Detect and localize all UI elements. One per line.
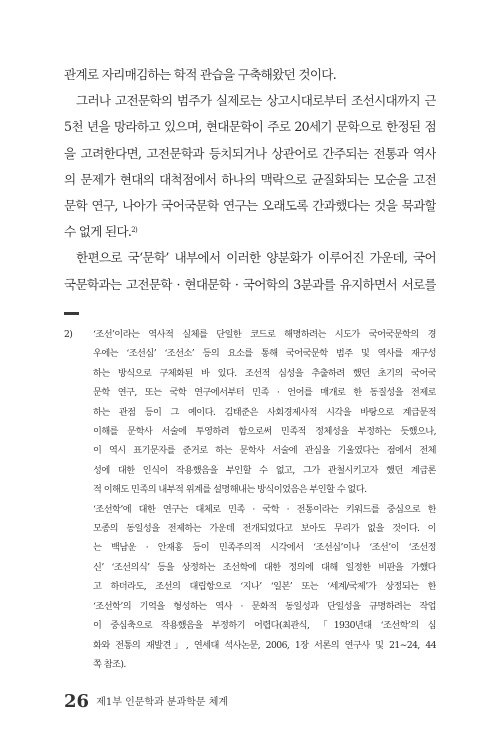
footnote-line: 쪽 참조). bbox=[93, 658, 126, 670]
footnote-line: 이해를 문학사 서술에 투영하려 함으로써 민족적 정체성을 부정하는 듯했으나, bbox=[93, 426, 436, 438]
footnote-line: 하는 관점 등이 그 예이다. 김태준은 사회경제사적 시각을 바탕으로 계급문적 bbox=[93, 406, 436, 418]
footnote-line: 적 이해도 민족의 내부적 위계를 설명해내는 방식이었음은 부인할 수 없다. bbox=[93, 484, 367, 496]
body-line: 수 없게 된다. bbox=[64, 224, 132, 240]
footnote-line: 신’ ‘조선의식’ 등을 상정하는 조선학에 대한 정의에 대해 일정한 비판을 가했다 bbox=[93, 561, 436, 573]
footnote-line: 화와 전통의 재발견」, 연세대 석사논문, 2006, 1장 서론의 연구사 및 21∼24, 44 bbox=[93, 639, 436, 651]
page-footer bbox=[64, 691, 228, 712]
footnote-line: 는 백남운 · 안재홍 등이 민족주의적 시각에서 ‘조선심’이나 ‘조선’이 ‘조선정 bbox=[93, 542, 436, 554]
footnote-divider bbox=[64, 312, 79, 315]
page-number: 26 bbox=[64, 691, 90, 712]
body-text bbox=[64, 62, 436, 298]
footnote-line: 우에는 ‘조선심’ ‘조선소’ 등의 요소를 통해 국어국문학 범주 및 역사를 재구성 bbox=[93, 348, 436, 360]
body-line-with-ref bbox=[64, 219, 436, 245]
footnote-line: ‘조선학’의 기억을 형성하는 역사 · 문화적 동일성과 단일성을 규명하려는 작업 bbox=[93, 600, 436, 612]
footnote-line: 모종의 동일성을 전제하는 가운데 전개되었다고 보아도 무리가 없을 것이다. 이 bbox=[93, 523, 436, 535]
footnote-line: ‘조선학’에 대한 연구는 대체로 민족 · 국학 · 전통이라는 키워드를 중심으로 한 bbox=[93, 503, 436, 515]
body-line: 의 문제가 현대의 대척점에서 하나의 맥락으로 균질화되는 모순을 고전 bbox=[64, 171, 436, 187]
footnote-line: ‘조선’이라는 역사적 실체를 단일한 코드로 해명하려는 시도가 국어국문학의 경 bbox=[93, 329, 436, 340]
body-line: 5천 년을 망라하고 있으며, 현대문학이 주로 20세기 문학으로 한정된 점 bbox=[64, 119, 436, 135]
body-line: 그러나 고전문학의 범주가 실제로는 상고시대로부터 조선시대까지 근 bbox=[76, 93, 436, 109]
footnote-ref: 2) bbox=[131, 226, 138, 235]
body-line: 국문학과는 고전문학 · 현대문학 · 국어학의 3분과를 유지하면서 서로를 bbox=[64, 276, 436, 292]
footnote-line-first bbox=[64, 325, 436, 344]
body-line: 관계로 자리매김하는 학적 관습을 구축해왔던 것이다. bbox=[64, 67, 337, 82]
footnote-line: 이 중심축으로 작용했음을 부정하기 어렵다(최관식, 「1930년대 ‘조선학’의 심 bbox=[93, 620, 436, 632]
footnote-line: 하는 방식으로 구체화된 바 있다. 조선적 심성을 추출하려 했던 초기의 국어국 bbox=[93, 367, 436, 379]
footnote bbox=[64, 325, 436, 674]
running-title: 제1부 인문학과 분과학문 체계 bbox=[96, 697, 229, 708]
footnote-line: 문학 연구, 또는 국학 연구에서부터 민족 · 언어를 매개로 한 동질성을 전제로 bbox=[93, 387, 436, 399]
body-line: 문학 연구, 나아가 국어국문학 연구는 오래도록 간과했다는 것을 묵과할 bbox=[64, 198, 436, 214]
body-line: 을 고려한다면, 고전문학과 등치되거나 상관어로 간주되는 전통과 역사 bbox=[64, 145, 436, 161]
footnote-line: 성에 대한 인식이 작용했음을 부인할 수 없고, 그가 관철시키고자 했던 계급론 bbox=[93, 464, 436, 476]
footnote-number: 2) bbox=[64, 329, 73, 340]
body-line: 한편으로 국‘문학’ 내부에서 이러한 양분화가 이루어진 가운데, 국어 bbox=[76, 250, 436, 266]
footnote-line: 고 하더라도, 조선의 대립항으로 ‘지나’ ‘일본’ 또는 ‘세계/국제’가 상정되는 한 bbox=[93, 581, 436, 593]
footnote-line: 이 역시 표기문자를 준거로 하는 문학사 서술에 관심을 기울였다는 점에서 전체 bbox=[93, 445, 436, 457]
